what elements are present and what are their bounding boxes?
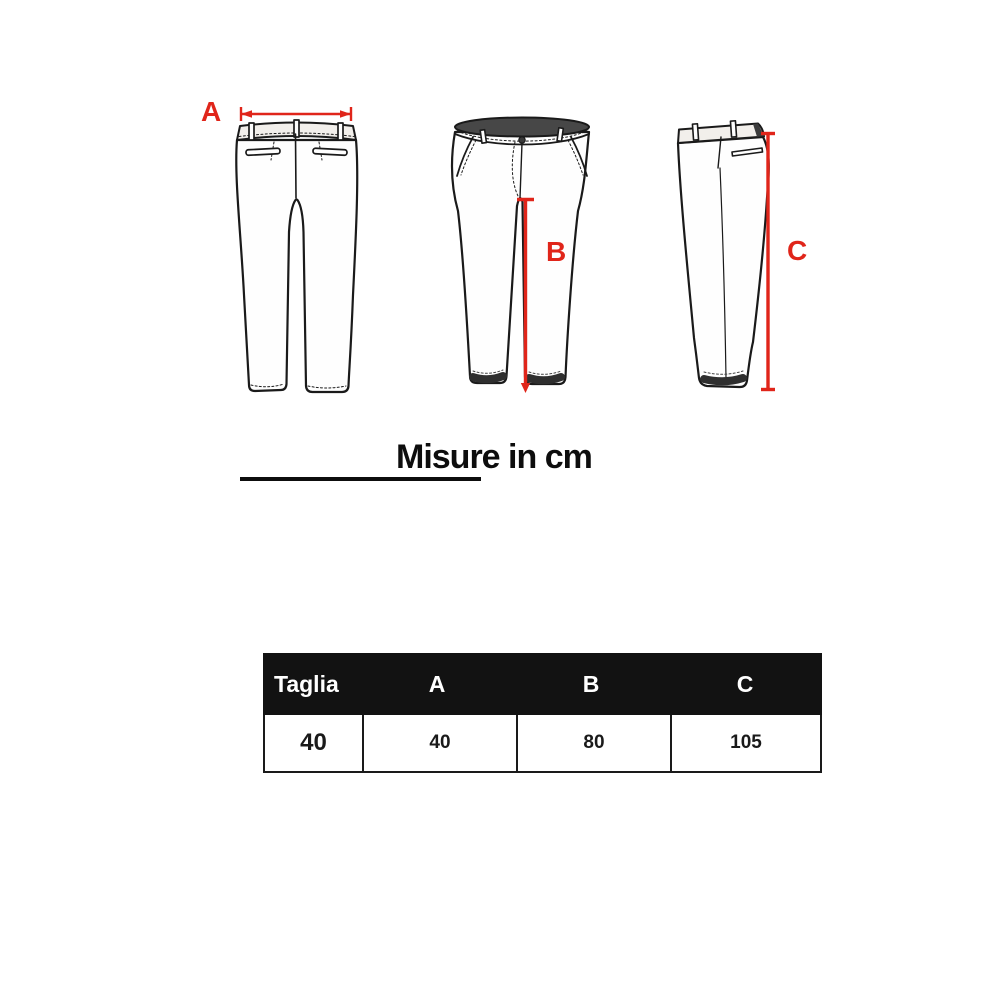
size-table-header-a: A bbox=[428, 670, 446, 697]
measurement-label-b: B bbox=[546, 236, 567, 267]
pants-front-view-drawing bbox=[445, 106, 603, 406]
measurement-label-c: C bbox=[787, 235, 808, 266]
measurement-label-a: A bbox=[201, 96, 222, 127]
size-table-header-c: C bbox=[736, 670, 754, 697]
pants-side-view-drawing bbox=[668, 106, 792, 404]
pants-back-view-drawing bbox=[229, 100, 364, 405]
size-table-header-row bbox=[263, 653, 822, 715]
title-underline bbox=[240, 477, 481, 481]
measurement-line-a bbox=[241, 107, 351, 121]
size-table-cell-b: 80 bbox=[516, 715, 670, 771]
size-table bbox=[263, 653, 822, 773]
size-table-cell-c: 105 bbox=[670, 715, 820, 771]
size-table-row bbox=[263, 715, 822, 773]
size-table-header-b: B bbox=[582, 670, 600, 697]
size-table-header-taglia: Taglia bbox=[274, 670, 339, 697]
measurements-title: Misure in cm bbox=[396, 438, 592, 476]
size-table-cell-a: 40 bbox=[362, 715, 516, 771]
size-table-cell-taglia: 40 bbox=[300, 729, 327, 756]
